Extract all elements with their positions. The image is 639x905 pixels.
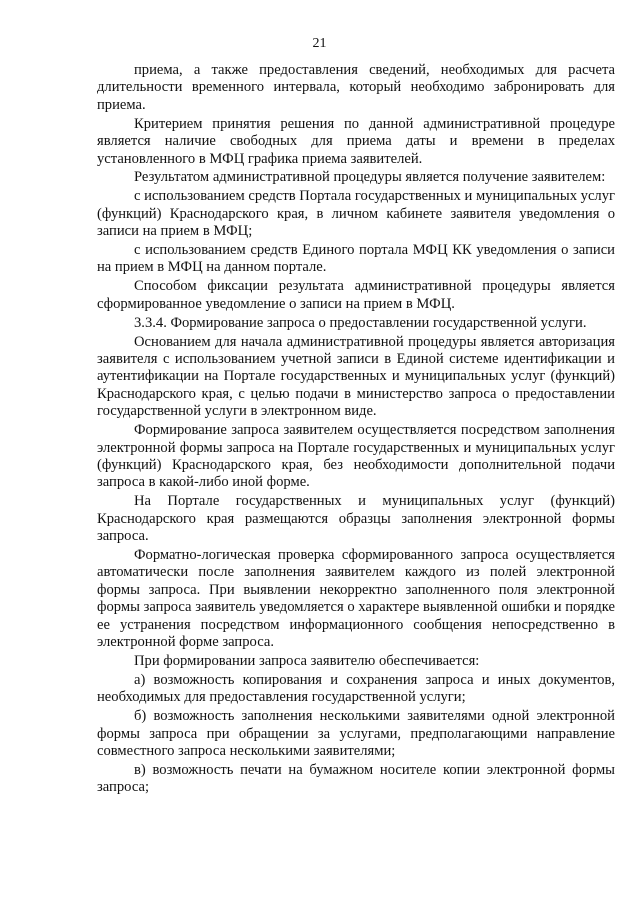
paragraph-2: Критерием принятия решения по данной административной процедуре является наличие свободных для приема даты и времени в пределах установленного в МФЦ графика приема заявителей. xyxy=(97,115,615,167)
paragraph-5: с использованием средств Единого портала МФЦ КК уведомления о записи на прием в МФЦ на данном портале. xyxy=(97,242,615,276)
paragraph-8: Формирование запроса заявителем осуществляется посредством заполнения электронной формы запроса на Портале государственных и муниципальных услуг (функций) Краснодарского края, без необходимости дополнительной подачи запроса в какой-либо иной форме. xyxy=(97,422,615,491)
paragraph-11: При формировании запроса заявителю обеспечивается: xyxy=(134,652,480,669)
paragraph-3: Результатом административной процедуры является получение заявителем: xyxy=(134,169,606,186)
section-heading-3-3-4: 3.3.4. Формирование запроса о предоставлении государственной услуги. xyxy=(134,314,587,331)
paragraph-9: На Портале государственных и муниципальных услуг (функций) Краснодарского края размещаются образцы заполнения электронной формы запроса. xyxy=(97,493,615,545)
page-number: 21 xyxy=(312,36,327,51)
paragraph-6: Способом фиксации результата административной процедуры является сформированное уведомление о записи на прием в МФЦ. xyxy=(97,278,615,312)
list-item-v: в) возможность печати на бумажном носителе копии электронной формы запроса; xyxy=(97,761,615,796)
paragraph-1: приема, а также предоставления сведений, необходимых для расчета длительности временного интервала, который необходимо забронировать для приема. xyxy=(97,62,615,113)
list-item-b: б) возможность заполнения несколькими заявителями одной электронной формы запроса при обращении за услугами, предполагающими направление совместного запроса несколькими заявителями; xyxy=(97,708,615,759)
list-item-a: а) возможность копирования и сохранения запроса и иных документов, необходимых для предоставления государственной услуги; xyxy=(97,671,615,706)
document-body xyxy=(97,62,615,798)
paragraph-4: с использованием средств Портала государственных и муниципальных услуг (функций) Краснодарского края, в личном кабинете заявителя уведомления о записи на прием в МФЦ; xyxy=(97,188,615,240)
paragraph-7: Основанием для начала административной процедуры является авторизация заявителя с использованием учетной записи в Единой системе идентификации и аутентификации на Портале государственных и муниципальных услуг (функций) Краснодарского края, с целью подачи в министерство запроса о предоставлении государственной услуги в электронном виде. xyxy=(97,333,615,420)
paragraph-10: Форматно-логическая проверка сформированного запроса осуществляется автоматически после заполнения заявителем каждого из полей электронной формы запроса. При выявлении некорректно заполненного поля электронной формы запроса заявитель уведомляется о характере выявленной ошибки и порядке ее устранения посредством информационного сообщения непосредственно в электронной форме запроса. xyxy=(97,546,615,650)
